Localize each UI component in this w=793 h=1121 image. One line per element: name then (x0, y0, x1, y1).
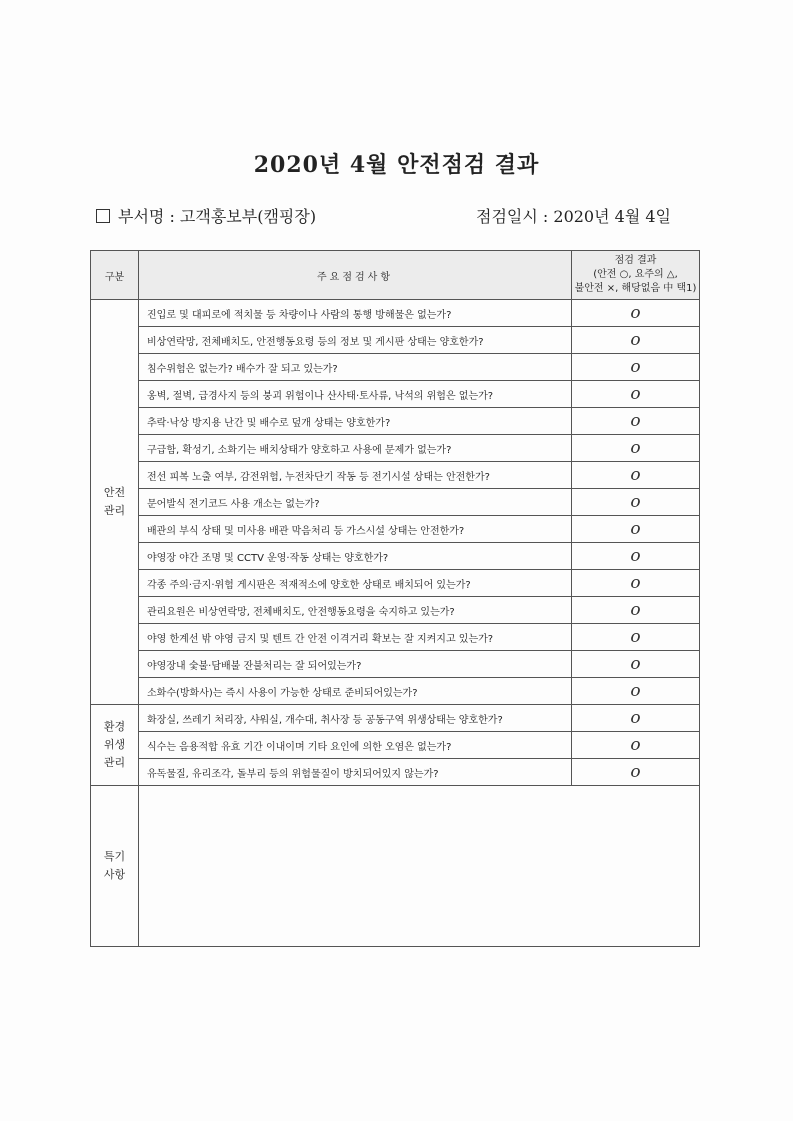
inspection-table (90, 250, 700, 947)
result-mark: o (572, 759, 700, 786)
result-mark: o (572, 300, 700, 327)
result-mark: o (572, 570, 700, 597)
result-mark: o (572, 732, 700, 759)
result-mark: o (572, 381, 700, 408)
table-row (91, 759, 700, 786)
special-notes-content (139, 786, 700, 947)
special-notes-label: 특기 사항 (91, 786, 139, 947)
header-result (572, 251, 700, 300)
table-row (91, 732, 700, 759)
header-result-line3: 불안전 ×, 해당없음 中 택1) (574, 283, 697, 294)
check-item: 야영 한계선 밖 야영 금지 및 텐트 간 안전 이격거리 확보는 잘 지켜지고 있는가? (139, 624, 572, 651)
check-item: 침수위험은 없는가? 배수가 잘 되고 있는가? (139, 354, 572, 381)
check-item: 각종 주의·금지·위험 게시판은 적재적소에 양호한 상태로 배치되어 있는가? (139, 570, 572, 597)
result-mark: o (572, 327, 700, 354)
section-label: 환경 위생 관리 (91, 705, 139, 786)
table-row (91, 300, 700, 327)
check-item: 유독물질, 유리조각, 돌부리 등의 위험물질이 방치되어있지 않는가? (139, 759, 572, 786)
result-mark: o (572, 543, 700, 570)
checkbox-icon (96, 209, 110, 223)
check-item: 배관의 부식 상태 및 미사용 배관 막음처리 등 가스시설 상태는 안전한가? (139, 516, 572, 543)
table-row (91, 435, 700, 462)
result-mark: o (572, 678, 700, 705)
check-item: 소화수(방화사)는 즉시 사용이 가능한 상태로 준비되어있는가? (139, 678, 572, 705)
table-row (91, 462, 700, 489)
check-item: 구급함, 확성기, 소화기는 배치상태가 양호하고 사용에 문제가 없는가? (139, 435, 572, 462)
check-item: 진입로 및 대피로에 적치물 등 차량이나 사람의 통행 방해물은 없는가? (139, 300, 572, 327)
result-mark: o (572, 597, 700, 624)
check-item: 관리요원은 비상연락망, 전체배치도, 안전행동요령을 숙지하고 있는가? (139, 597, 572, 624)
check-item: 추락·낙상 방지용 난간 및 배수로 덮개 상태는 양호한가? (139, 408, 572, 435)
result-mark: o (572, 489, 700, 516)
department-line (96, 204, 316, 227)
check-item: 비상연락망, 전체배치도, 안전행동요령 등의 정보 및 게시판 상태는 양호한가? (139, 327, 572, 354)
result-mark: o (572, 354, 700, 381)
inspection-date: 점검일시 : 2020년 4월 4일 (476, 207, 672, 226)
result-mark: o (572, 705, 700, 732)
check-item: 옹벽, 절벽, 급경사지 등의 붕괴 위험이나 산사태·토사류, 낙석의 위험은 없는가? (139, 381, 572, 408)
header-result-line2: (안전 ○, 요주의 △, (593, 269, 678, 280)
header-item: 주요점검사항 (139, 251, 572, 300)
table-row (91, 354, 700, 381)
table-row (91, 489, 700, 516)
result-mark: o (572, 624, 700, 651)
table-row (91, 651, 700, 678)
table-row (91, 624, 700, 651)
header-category: 구분 (91, 251, 139, 300)
table-row (91, 678, 700, 705)
table-row (91, 381, 700, 408)
special-notes-row (91, 786, 700, 947)
check-item: 식수는 음용적합 유효 기간 이내이며 기타 요인에 의한 오염은 없는가? (139, 732, 572, 759)
section-label: 안전 관리 (91, 300, 139, 705)
result-mark: o (572, 516, 700, 543)
table-row (91, 516, 700, 543)
table-row (91, 408, 700, 435)
result-mark: o (572, 435, 700, 462)
check-item: 전선 피복 노출 여부, 감전위험, 누전차단기 작동 등 전기시설 상태는 안전한가? (139, 462, 572, 489)
department-text: 부서명 : 고객홍보부(캠핑장) (118, 207, 317, 226)
check-item: 야영장내 숯불·담배불 잔불처리는 잘 되어있는가? (139, 651, 572, 678)
check-item: 화장실, 쓰레기 처리장, 샤워실, 개수대, 취사장 등 공동구역 위생상태는 양호한가? (139, 705, 572, 732)
table-row (91, 570, 700, 597)
table-row (91, 543, 700, 570)
result-mark: o (572, 462, 700, 489)
table-row (91, 327, 700, 354)
header-result-line1: 점검 결과 (614, 255, 657, 266)
table-row (91, 597, 700, 624)
result-mark: o (572, 651, 700, 678)
check-item: 야영장 야간 조명 및 CCTV 운영·작동 상태는 양호한가? (139, 543, 572, 570)
check-item: 문어발식 전기코드 사용 개소는 없는가? (139, 489, 572, 516)
table-row (91, 705, 700, 732)
page-title: 2020년 4월 안전점검 결과 (253, 152, 540, 178)
result-mark: o (572, 408, 700, 435)
